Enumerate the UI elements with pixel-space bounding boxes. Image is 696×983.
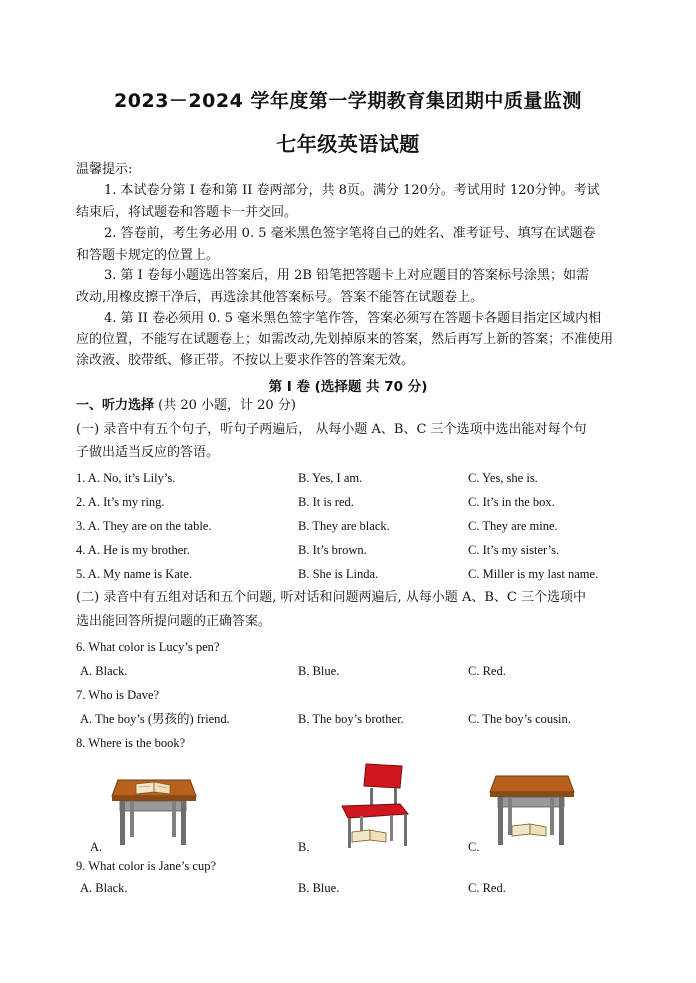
notice-item-1: 1. 本试卷分第 I 卷和第 II 卷两部分，共 8页。满分 120分。考试用时 120分钟。考试: [104, 183, 600, 198]
q7-option-a: A. The boy’s (男孩的) friend.: [80, 712, 230, 726]
notice-item-4-cont1: 应的位置，不能写在试题卷上；如需改动,先划掉原来的答案，然后再写上新的答案；不准使用: [76, 332, 614, 347]
chair-with-book-under-image: [330, 760, 420, 852]
q4-option-a: 4. A. He is my brother.: [76, 543, 190, 557]
section-1-title: [76, 398, 296, 414]
q3-option-c: C. They are mine.: [468, 519, 558, 533]
q9-stem: 9. What color is Jane’s cup?: [76, 859, 217, 873]
notice-item-4: 4. 第 II 卷必须用 0. 5 毫米黑色签字笔作答，答案必须写在答题卡各题目指定区域内相: [104, 311, 602, 326]
notice-item-3: 3. 第 I 卷每小题选出答案后，用 2B 铅笔把答题卡上对应题目的答案标号涂黑；如需: [104, 268, 590, 283]
subsection-1-instr-cont: 子做出适当反应的答语。: [76, 445, 220, 460]
subsection-2-instr-cont: 选出能回答所提问题的正确答案。: [76, 614, 272, 629]
notice-label: 温馨提示:: [76, 162, 133, 177]
q6-stem: 6. What color is Lucy’s pen?: [76, 640, 220, 654]
q4-option-c: C. It’s my sister’s.: [468, 543, 560, 557]
q7-option-c: C. The boy’s cousin.: [468, 712, 571, 726]
desk-with-book-on-top-image: [108, 768, 198, 846]
notice-item-2: 2. 答卷前，考生务必用 0. 5 毫米黑色签字笔将自己的姓名、准考证号、填写在试题卷: [104, 226, 596, 241]
section-1-note: (共 20 小题，计 20 分): [154, 398, 296, 413]
q6-option-a: A. Black.: [80, 664, 128, 678]
q9-option-b: B. Blue.: [298, 881, 340, 895]
q8-option-a: A.: [90, 840, 103, 854]
q9-option-a: A. Black.: [80, 881, 128, 895]
exam-title: 2023－2024 学年度第一学期教育集团期中质量监测: [114, 90, 582, 112]
part-1-heading: 第 I 卷 (选择题 共 70 分): [268, 379, 428, 395]
q2-option-b: B. It is red.: [298, 495, 354, 509]
notice-item-1-cont: 结束后，将试题卷和答题卡一并交回。: [76, 205, 298, 220]
exam-subtitle: 七年级英语试题: [276, 132, 420, 156]
q2-option-a: 2. A. It’s my ring.: [76, 495, 165, 509]
desk-with-book-under-image: [486, 768, 576, 846]
q8-option-b: B.: [298, 840, 310, 854]
q4-option-b: B. It’s brown.: [298, 543, 367, 557]
q3-option-a: 3. A. They are on the table.: [76, 519, 212, 533]
q6-option-b: B. Blue.: [298, 664, 340, 678]
q8-option-c: C.: [468, 840, 480, 854]
q9-option-c: C. Red.: [468, 881, 506, 895]
q8-stem: 8. Where is the book?: [76, 736, 186, 750]
notice-item-2-cont: 和答题卡规定的位置上。: [76, 248, 220, 263]
subsection-1-instr: (一) 录音中有五个句子，听句子两遍后， 从每小题 A、B、C 三个选项中选出能对每个句: [76, 422, 587, 437]
q3-option-b: B. They are black.: [298, 519, 390, 533]
q2-option-c: C. It’s in the box.: [468, 495, 555, 509]
q5-option-c: C. Miller is my last name.: [468, 567, 599, 581]
notice-item-3-cont: 改动,用橡皮擦干净后，再选涂其他答案标号。答案不能答在试题卷上。: [76, 290, 484, 305]
q7-stem: 7. Who is Dave?: [76, 688, 160, 702]
q7-option-b: B. The boy’s brother.: [298, 712, 404, 726]
subsection-2-instr: (二) 录音中有五组对话和五个问题, 听对话和问题两遍后, 从每小题 A、B、C 三个选项中: [76, 590, 586, 605]
section-1-label: 一、听力选择: [76, 398, 155, 413]
notice-item-4-cont2: 涂改液、胶带纸、修正带。不按以上要求作答的答案无效。: [76, 353, 415, 368]
q5-option-a: 5. A. My name is Kate.: [76, 567, 192, 581]
q6-option-c: C. Red.: [468, 664, 506, 678]
q1-option-b: B. Yes, I am.: [298, 471, 363, 485]
q5-option-b: B. She is Linda.: [298, 567, 379, 581]
q1-option-a: 1. A. No, it’s Lily’s.: [76, 471, 176, 485]
q1-option-c: C. Yes, she is.: [468, 471, 538, 485]
